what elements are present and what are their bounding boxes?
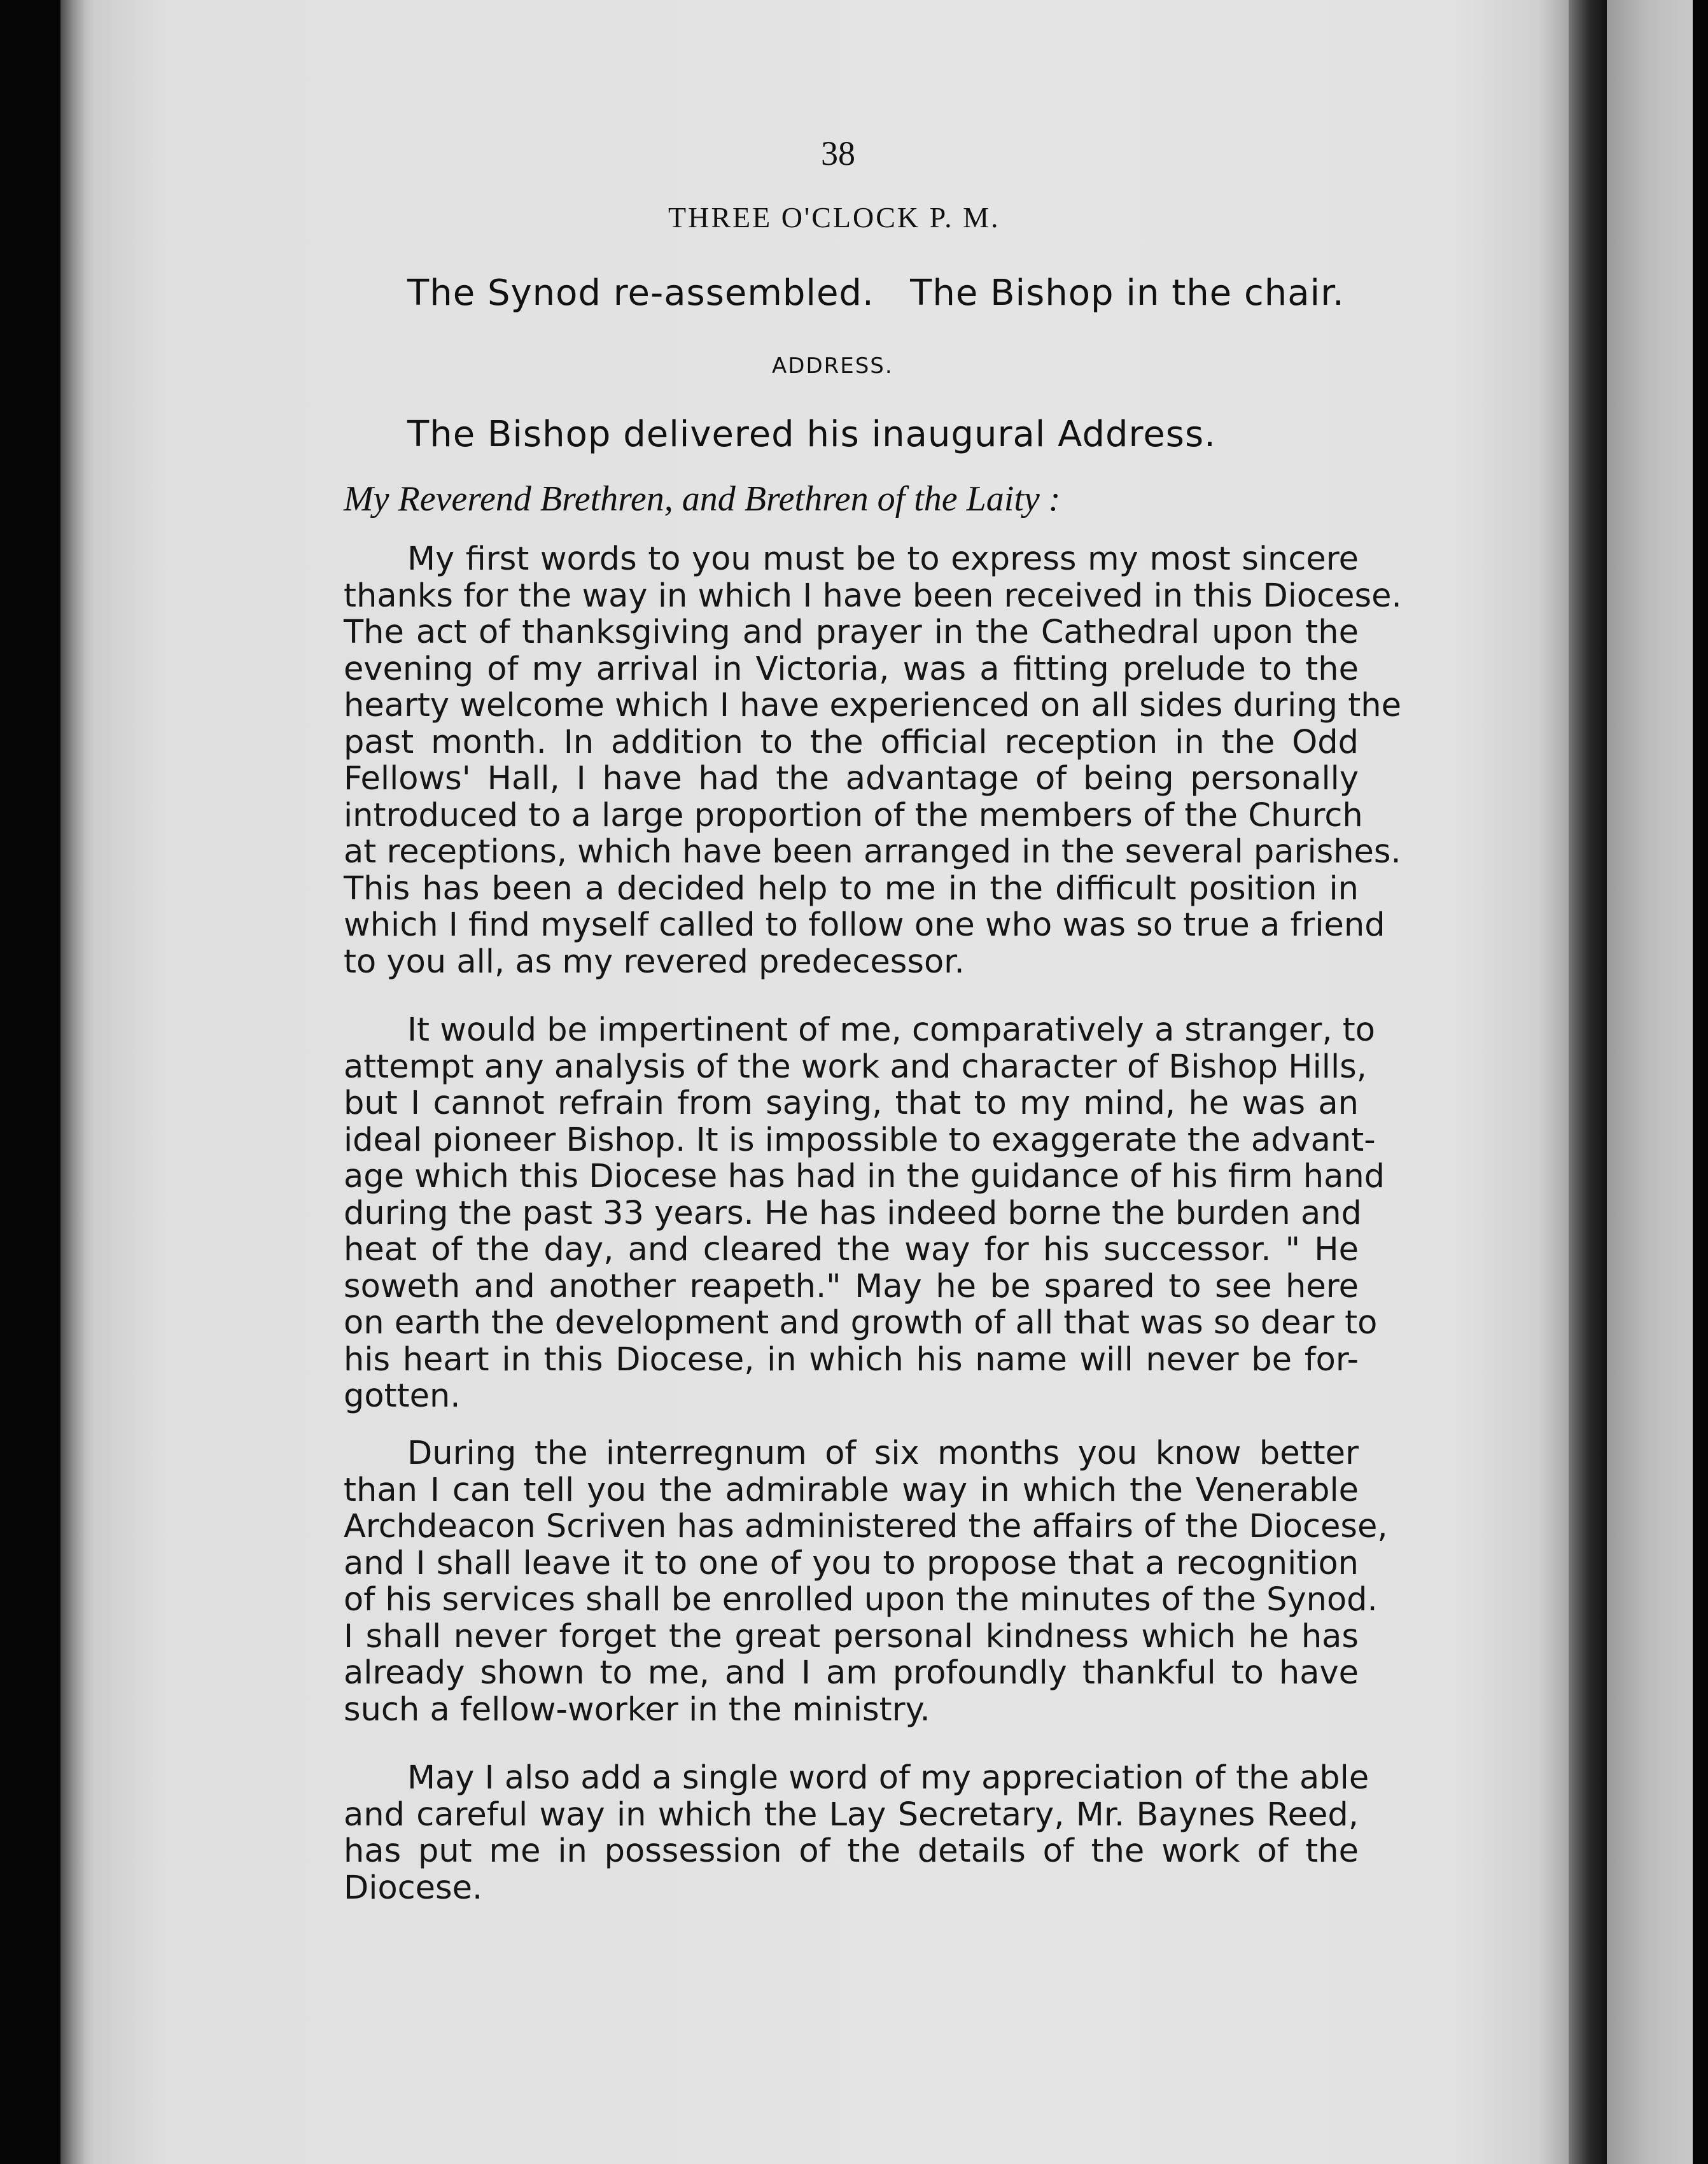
- text-line: I shall never forget the great personal kindness which he has: [344, 1617, 1359, 1655]
- salutation: My Reverend Brethren, and Brethren of the Laity :: [344, 479, 1061, 519]
- text-line: age which this Diocese has had in the guidance of his firm hand: [344, 1158, 1385, 1195]
- text-line: than I can tell you the admirable way in which the Venerable: [344, 1471, 1359, 1509]
- text-line: at receptions, which have been arranged in the several parishes.: [344, 833, 1401, 871]
- text-line: During the interregnum of six months you know better: [407, 1435, 1359, 1472]
- text-line: past month. In addition to the official reception in the Odd: [344, 723, 1359, 761]
- text-line: hearty welcome which I have experienced on all sides during the: [344, 687, 1401, 724]
- text-line: on earth the development and growth of all that was so dear to: [344, 1304, 1378, 1342]
- time-heading: THREE O'CLOCK P. M.: [668, 201, 1000, 234]
- text-line: Diocese.: [344, 1869, 483, 1907]
- text-line: ideal pioneer Bishop. It is impossible to exaggerate the advant-: [344, 1121, 1376, 1159]
- text-line: already shown to me, and I am profoundly thankful to have: [344, 1654, 1359, 1692]
- text-line: to you all, as my revered predecessor.: [344, 943, 965, 981]
- paragraph-3: [344, 1435, 1388, 1729]
- paragraph-4: [344, 1759, 1369, 1907]
- text-line: May I also add a single word of my appreciation of the able: [407, 1759, 1369, 1797]
- text-line: My first words to you must be to express my most sincere: [407, 540, 1359, 578]
- text-line: such a fellow-worker in the ministry.: [344, 1690, 930, 1729]
- page-number: 38: [821, 134, 855, 172]
- page-stack-edge: [60, 0, 95, 2164]
- paragraph-1: [344, 540, 1402, 981]
- text-line: during the past 33 years. He has indeed borne the burden and: [344, 1194, 1362, 1232]
- book-gutter: [1569, 0, 1607, 2164]
- synod-reassembled-line: The Synod re-assembled. The Bishop in the chair.: [407, 272, 1345, 314]
- text-line: heat of the day, and cleared the way for his successor. " He: [344, 1231, 1359, 1268]
- paragraph-2: [344, 1011, 1385, 1415]
- text-line: which I find myself called to follow one who was so true a friend: [344, 906, 1385, 944]
- text-line: thanks for the way in which I have been received in this Diocese.: [344, 577, 1402, 615]
- facing-page-edge: [1607, 0, 1693, 2164]
- text-line: introduced to a large proportion of the members of the Church: [344, 796, 1363, 834]
- text-line: and careful way in which the Lay Secretary, Mr. Baynes Reed,: [344, 1795, 1359, 1834]
- text-line: has put me in possession of the details of the work of the: [344, 1832, 1359, 1870]
- text-line: soweth and another reapeth." May he be spared to see here: [344, 1267, 1359, 1305]
- text-line: evening of my arrival in Victoria, was a fitting prelude to the: [344, 650, 1359, 688]
- text-line: and I shall leave it to one of you to propose that a recognition: [344, 1544, 1359, 1582]
- text-line: of his services shall be enrolled upon the minutes of the Synod.: [344, 1581, 1378, 1619]
- text-line: attempt any analysis of the work and character of Bishop Hills,: [344, 1048, 1367, 1086]
- text-line: gotten.: [344, 1377, 461, 1415]
- text-line: his heart in this Diocese, in which his name will never be for-: [344, 1340, 1359, 1379]
- text-line: but I cannot refrain from saying, that to my mind, he was an: [344, 1085, 1359, 1122]
- text-line: This has been a decided help to me in the difficult position in: [344, 869, 1359, 908]
- text-line: The act of thanksgiving and prayer in the Cathedral upon the: [344, 614, 1359, 651]
- text-line: Archdeacon Scriven has administered the affairs of the Diocese,: [344, 1508, 1388, 1545]
- text-line: It would be impertinent of me, comparatively a stranger, to: [407, 1011, 1375, 1049]
- intro-line: The Bishop delivered his inaugural Address.: [407, 414, 1216, 455]
- text-line: Fellows' Hall, I have had the advantage of being personally: [344, 760, 1359, 797]
- address-heading: ADDRESS.: [772, 353, 893, 379]
